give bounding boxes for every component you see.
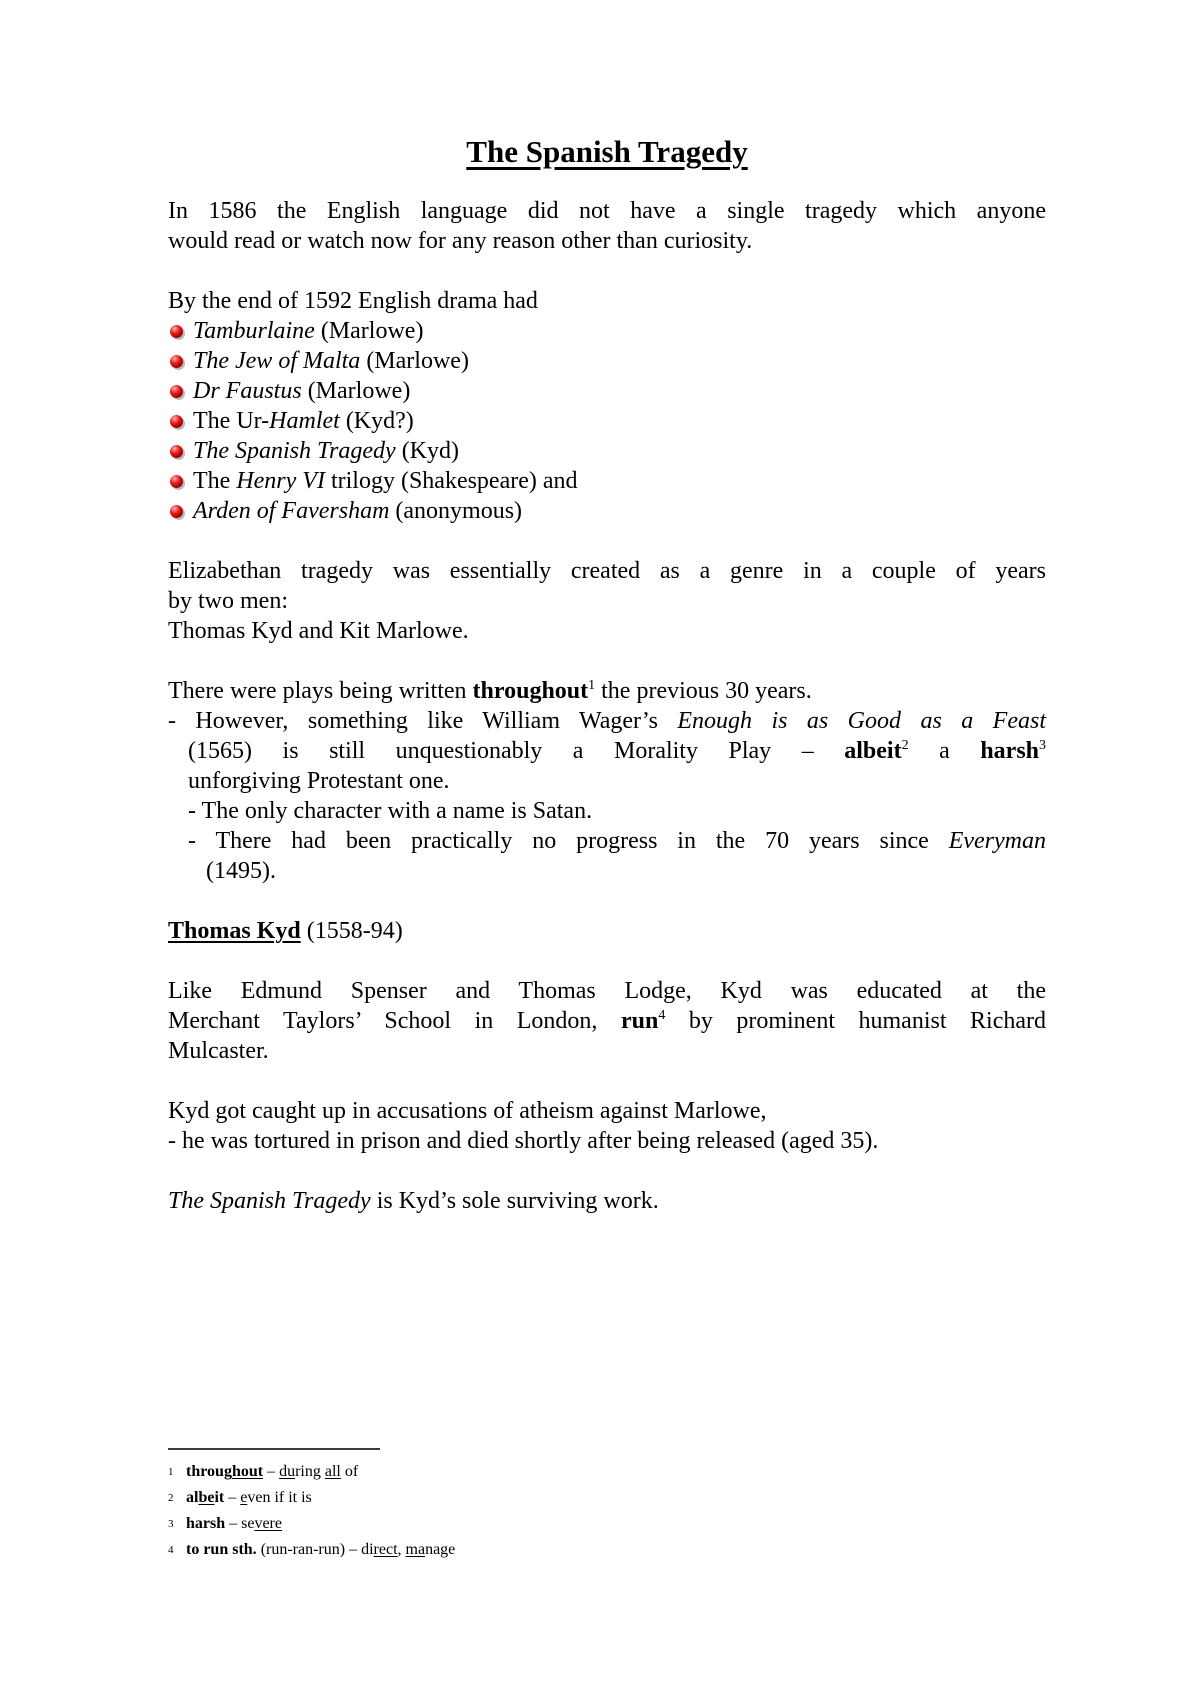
text-run: – se: [225, 1515, 255, 1532]
text-line: [168, 1006, 1046, 1036]
text-run: (Kyd?): [339, 408, 414, 434]
text-run: it: [214, 1489, 225, 1506]
text-run: be: [198, 1489, 215, 1506]
bullet-text: [193, 468, 578, 494]
text-run: - he was tortured in prison and died shortly after being released (aged 35).: [168, 1128, 879, 1154]
text-run: Merchant Taylors’ School in London,: [168, 1008, 621, 1034]
text-run: albeit: [844, 738, 902, 764]
text-run: trilogy (Shakespeare) and: [324, 468, 578, 494]
thomas-kyd-heading: [168, 916, 1046, 946]
red-ball-bullet-icon: [170, 385, 183, 398]
text-run: ring: [295, 1463, 325, 1480]
text-run: - There had been practically no progress in the 70 years since: [188, 828, 949, 854]
red-ball-bullet-icon: [170, 475, 183, 488]
however-wager-paragraph: [168, 706, 1046, 796]
text-run: throug: [186, 1463, 232, 1480]
text-run: is Kyd’s sole surviving work.: [370, 1188, 659, 1214]
play-list: [168, 316, 1046, 526]
text-run: would read or watch now for any reason other than curiosity.: [168, 228, 753, 254]
text-run: The Jew of Malta: [193, 348, 361, 374]
text-run: There were plays being written: [168, 678, 473, 704]
bullet-item: [168, 316, 1046, 346]
text-run: run: [620, 1008, 659, 1034]
text-run: to run sth.: [186, 1541, 257, 1558]
plays-written-line: [168, 676, 1046, 706]
bullet-text: [193, 438, 459, 464]
red-ball-bullet-icon: [170, 355, 183, 368]
document-content: [168, 132, 1046, 1216]
footnote-number: 4: [168, 1544, 174, 1556]
text-line: [168, 226, 1046, 256]
sole-surviving-work-line: [168, 1186, 1046, 1216]
everyman-paragraph: [168, 826, 1046, 886]
document-title: The Spanish Tragedy: [466, 134, 748, 169]
text-run: du: [279, 1463, 296, 1480]
text-run: Dr Faustus: [193, 378, 302, 404]
text-line: [168, 826, 1046, 856]
bullet-text: [193, 378, 410, 404]
text-run: by prominent humanist Richard: [665, 1008, 1046, 1034]
text-run: 1: [588, 678, 596, 693]
footnote-list: [168, 1459, 928, 1563]
text-line: [168, 1096, 1046, 1126]
footnote-text: [186, 1463, 358, 1480]
text-run: throughout: [472, 678, 589, 704]
footnote-item: [168, 1537, 928, 1563]
text-line: [168, 586, 1046, 616]
text-run: Enough is as Good as a Feast: [677, 708, 1047, 734]
text-line: [168, 736, 1046, 766]
footnote-text: [186, 1489, 312, 1506]
text-line: [168, 616, 1046, 646]
text-run: The Spanish Tragedy: [168, 1188, 371, 1214]
text-run: In 1586 the English language did not have a single tragedy which anyone: [168, 198, 1046, 224]
text-run: by two men:: [168, 588, 288, 614]
text-run: harsh: [980, 738, 1039, 764]
text-run: Tamburlaine: [193, 318, 315, 344]
kyd-tortured-line: [168, 1126, 1046, 1156]
text-line: [168, 766, 1046, 796]
text-run: Kyd got caught up in accusations of atheism against Marlowe,: [168, 1098, 767, 1124]
text-run: - However, something like William Wager’s: [168, 708, 678, 734]
text-run: Like Edmund Spenser and Thomas Lodge, Kyd was educated at the: [168, 978, 1046, 1004]
footnote-item: [168, 1511, 928, 1537]
text-run: vere: [254, 1515, 282, 1532]
text-run: of: [340, 1463, 359, 1480]
red-ball-bullet-icon: [170, 325, 183, 338]
footnote-item: [168, 1485, 928, 1511]
text-line: [168, 976, 1046, 1006]
bullet-item: [168, 376, 1046, 406]
text-run: (run-ran-run) – di: [256, 1541, 374, 1558]
text-run: By the end of 1592 English drama had: [168, 288, 538, 314]
text-run: al: [186, 1489, 199, 1506]
bullet-text: [193, 498, 522, 524]
bullet-text: [193, 408, 414, 434]
bullet-text: [193, 348, 469, 374]
satan-line: [168, 796, 1046, 826]
text-run: 4: [658, 1008, 666, 1023]
text-run: (Marlowe): [314, 318, 424, 344]
text-line: [168, 916, 1046, 946]
text-run: e: [240, 1489, 248, 1506]
text-run: hout: [231, 1463, 264, 1480]
footnote-text: [186, 1541, 455, 1558]
text-run: ven if it is: [247, 1489, 312, 1506]
text-run: The: [193, 468, 237, 494]
text-run: all: [324, 1463, 341, 1480]
red-ball-bullet-icon: [170, 415, 183, 428]
text-line: [168, 1186, 1046, 1216]
text-run: 3: [1039, 738, 1046, 753]
text-line: [168, 796, 1046, 826]
footnotes-section: [168, 1448, 928, 1563]
text-line: [168, 556, 1046, 586]
text-run: - The only character with a name is Satan.: [188, 798, 593, 824]
footnote-separator-rule: [168, 1448, 380, 1450]
text-line: [168, 856, 1046, 886]
red-ball-bullet-icon: [170, 505, 183, 518]
text-run: (Marlowe): [360, 348, 469, 374]
bullet-item: [168, 436, 1046, 466]
text-run: The Ur-: [193, 408, 270, 434]
text-line: [168, 706, 1046, 736]
document-body: [168, 196, 1046, 1216]
bullet-item: [168, 496, 1046, 526]
text-run: Everyman: [948, 828, 1046, 854]
bullet-item: [168, 346, 1046, 376]
bullet-item: [168, 406, 1046, 436]
text-run: (Kyd): [395, 438, 460, 464]
text-run: harsh: [186, 1515, 226, 1532]
text-line: [168, 196, 1046, 226]
red-ball-bullet-icon: [170, 445, 183, 458]
text-run: Mulcaster.: [168, 1038, 269, 1064]
text-run: nage: [425, 1541, 456, 1558]
text-run: a: [908, 738, 981, 764]
drama-1592-intro: [168, 286, 1046, 316]
text-run: (1565) is still unquestionably a Morality Play –: [188, 738, 845, 764]
footnote-number: 3: [168, 1518, 174, 1530]
footnote-text: [186, 1515, 282, 1532]
text-run: Arden of Faversham: [193, 498, 390, 524]
text-run: ,: [397, 1541, 406, 1558]
elizabethan-tragedy-paragraph: [168, 556, 1046, 646]
text-run: Thomas Kyd: [168, 918, 301, 944]
text-run: –: [263, 1463, 280, 1480]
text-run: Henry VI: [236, 468, 325, 494]
text-run: ma: [405, 1541, 426, 1558]
text-run: the previous 30 years.: [595, 678, 812, 704]
text-run: 2: [901, 738, 909, 753]
text-run: Thomas Kyd and Kit Marlowe.: [168, 618, 469, 644]
text-run: (1495).: [206, 858, 276, 884]
text-run: (anonymous): [389, 498, 523, 524]
text-line: [168, 1036, 1046, 1066]
text-run: rect: [373, 1541, 398, 1558]
text-run: Elizabethan tragedy was essentially created as a genre in a couple of years: [168, 558, 1046, 584]
bullet-item: [168, 466, 1046, 496]
kyd-education-paragraph: [168, 976, 1046, 1066]
text-run: Hamlet: [269, 408, 340, 434]
text-line: [168, 676, 1046, 706]
text-line: [168, 1126, 1046, 1156]
text-run: (Marlowe): [301, 378, 411, 404]
footnote-number: 1: [168, 1466, 174, 1478]
kyd-atheism-line: [168, 1096, 1046, 1126]
footnote-item: [168, 1459, 928, 1485]
footnote-number: 2: [168, 1492, 174, 1504]
text-run: The Spanish Tragedy: [193, 438, 396, 464]
intro-paragraph: [168, 196, 1046, 256]
text-run: (1558-94): [300, 918, 403, 944]
text-run: unforgiving Protestant one.: [188, 768, 450, 794]
text-line: [168, 286, 1046, 316]
text-run: –: [224, 1489, 241, 1506]
bullet-text: [193, 318, 423, 344]
